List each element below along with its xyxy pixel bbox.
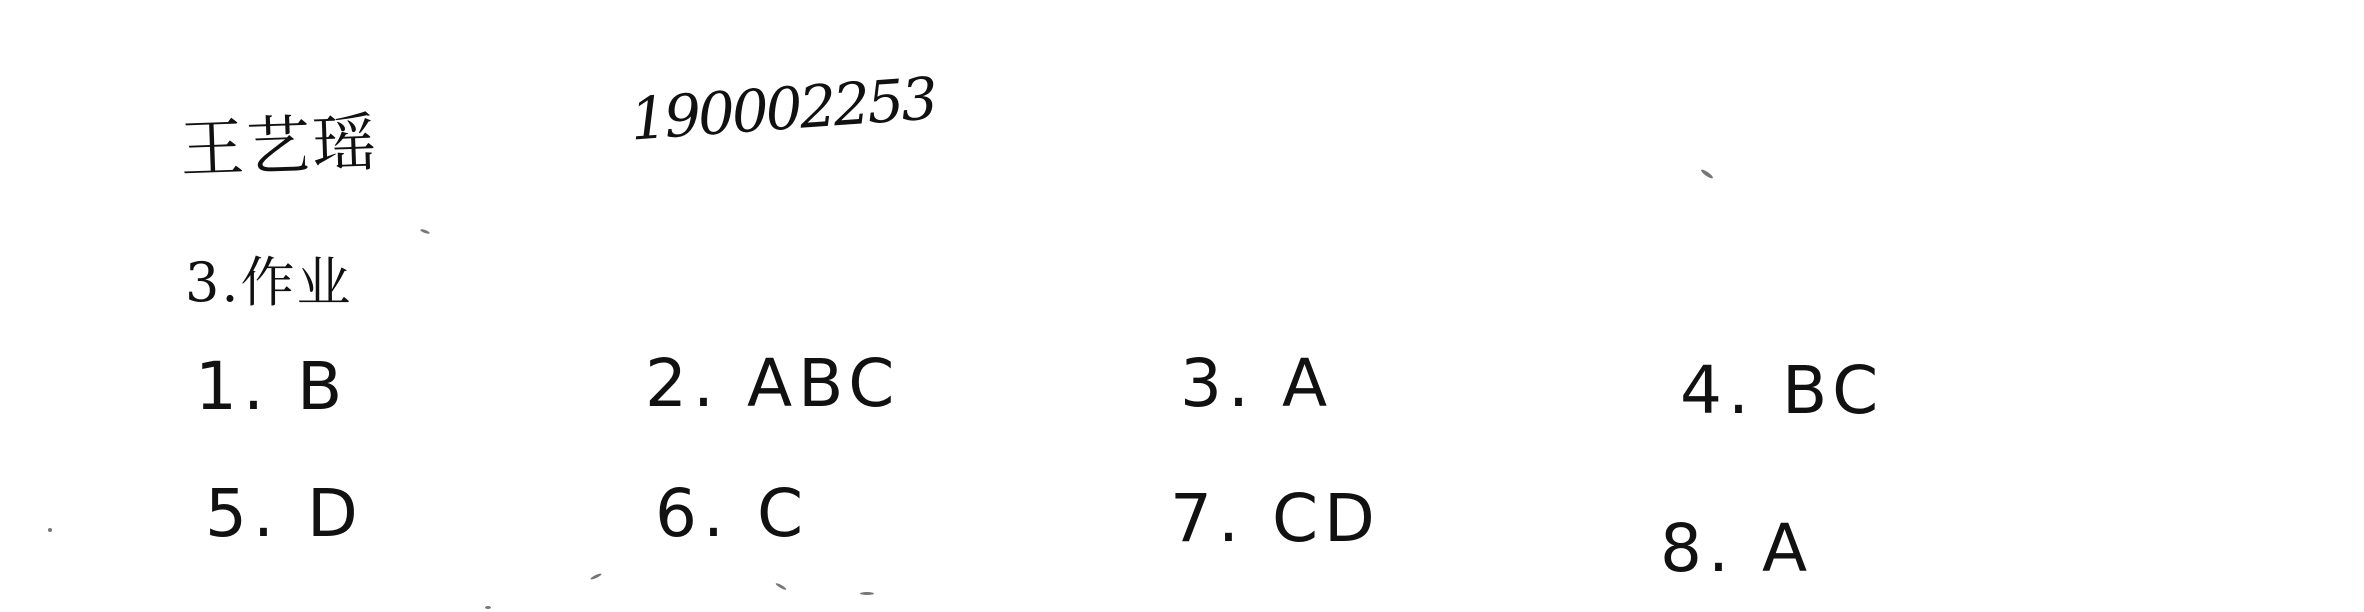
answer-5: 5. D xyxy=(205,475,364,552)
answer-8: 8. A xyxy=(1660,510,1814,587)
answer-3: 3. A xyxy=(1180,345,1334,422)
answer-4: 4. BC xyxy=(1680,352,1885,429)
homework-title: 3.作业 xyxy=(185,251,353,314)
ink-speck xyxy=(590,573,602,581)
ink-speck xyxy=(1700,168,1714,179)
answer-1: 1. B xyxy=(195,348,349,425)
answer-2: 2. ABC xyxy=(645,345,901,422)
answer-7: 7. CD xyxy=(1170,480,1381,557)
ink-speck xyxy=(420,228,430,234)
student-name: 王艺瑶 xyxy=(178,106,380,188)
ink-speck xyxy=(485,606,491,609)
student-id: 190002253 xyxy=(627,64,938,154)
ink-speck xyxy=(860,592,874,595)
ink-speck xyxy=(775,582,787,591)
answer-6: 6. C xyxy=(655,475,810,552)
ink-speck xyxy=(48,528,52,532)
